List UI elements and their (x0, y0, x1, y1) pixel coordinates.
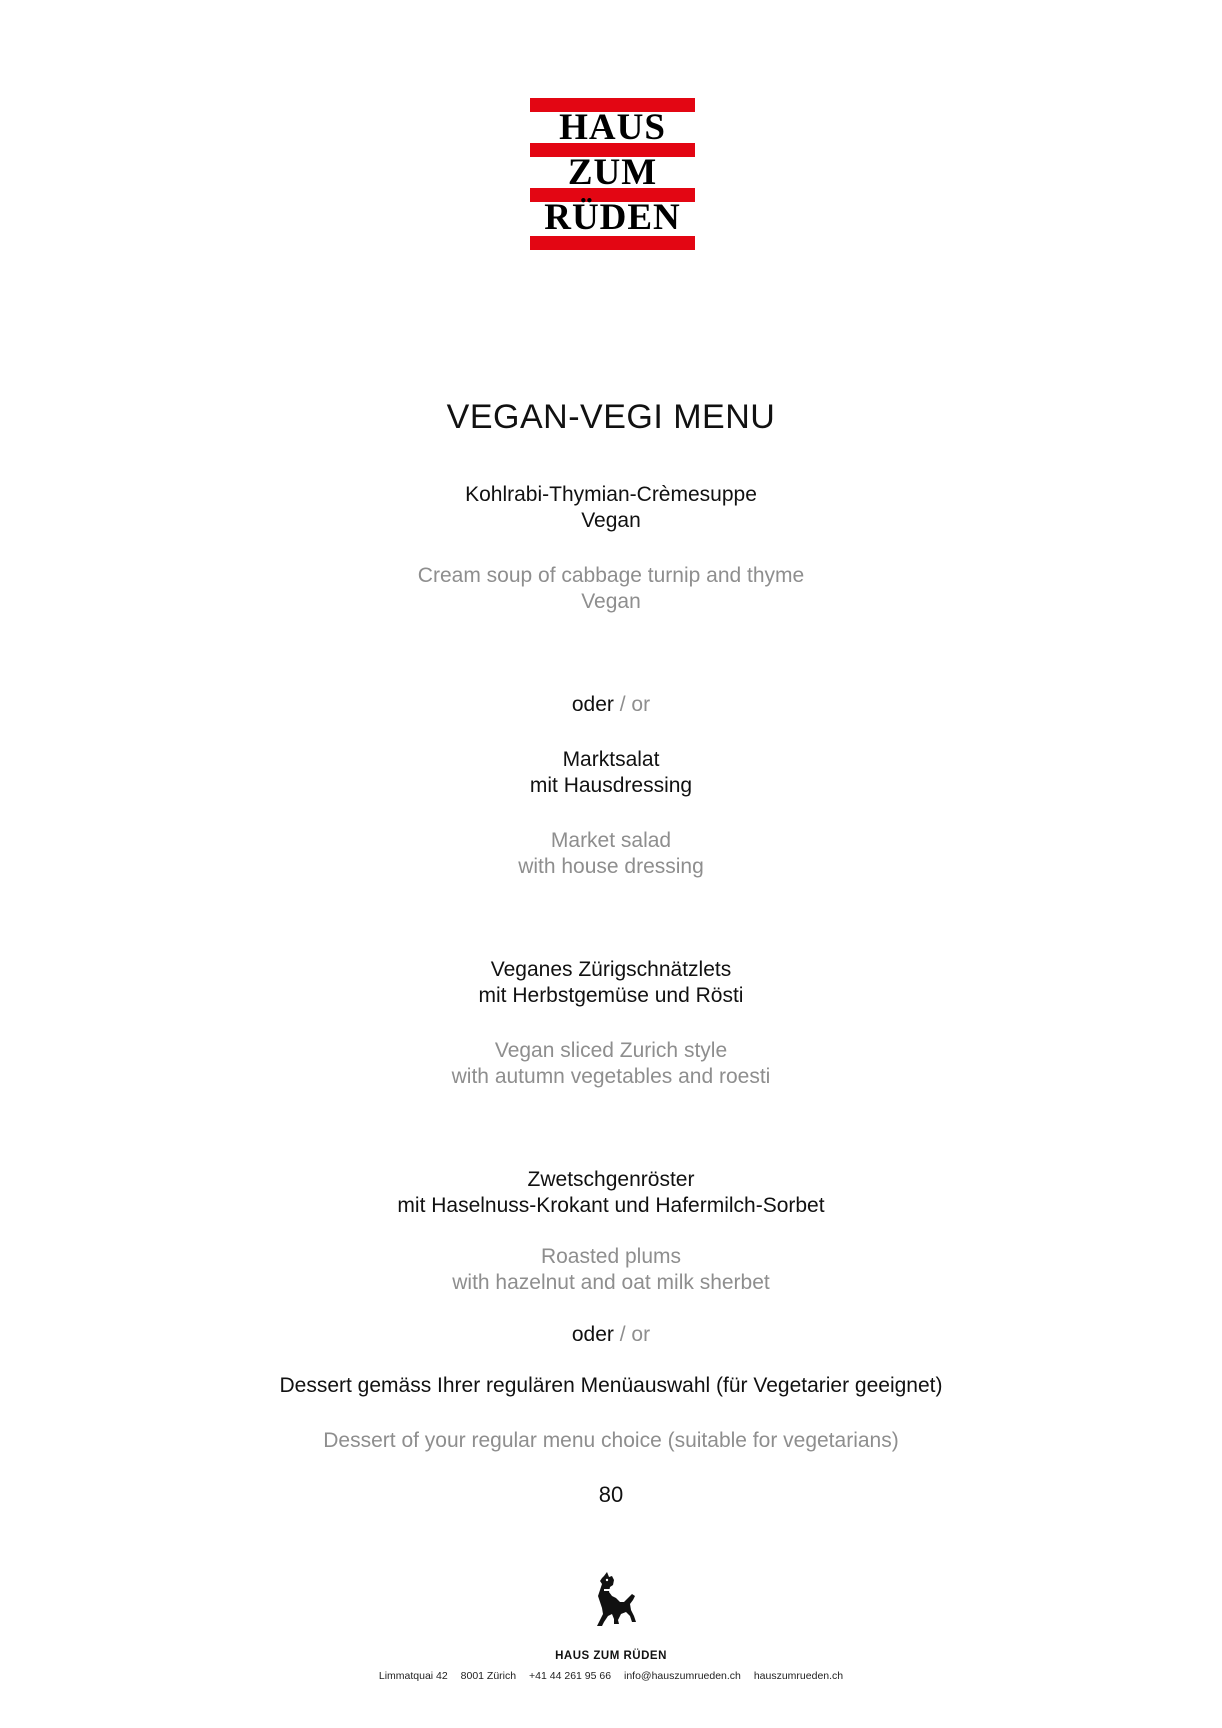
dessert2-english (0, 1428, 1222, 1454)
dish-note: mit Hausdressing (529, 774, 693, 797)
or-english: or (631, 1323, 651, 1346)
or-english: or (631, 693, 651, 716)
main-course-english (0, 1038, 1222, 1090)
starter2-german (0, 747, 1222, 799)
logo-word-zum: ZUM (567, 152, 658, 193)
menu-title: VEGAN-VEGI MENU (446, 398, 776, 436)
dish-name: Dessert of your regular menu choice (suitable for vegetarians) (323, 1429, 899, 1452)
starter1-german (0, 482, 1222, 534)
footer-website[interactable]: hauszumrueden.ch (753, 1670, 844, 1682)
dog-emblem-icon (590, 1572, 640, 1628)
dish-note: Vegan (581, 590, 641, 613)
footer-address: Limmatquai 42 (378, 1670, 448, 1682)
starter1-english (0, 563, 1222, 615)
dessert1-english (0, 1244, 1222, 1296)
dish-name: Dessert gemäss Ihrer regulären Menüauswahl (für Vegetarier geeignet) (279, 1374, 943, 1397)
or-separator (0, 1322, 1222, 1348)
or-german: oder (571, 693, 614, 716)
or-slash: / (619, 693, 632, 716)
logo-stripe (530, 236, 695, 250)
dish-note: with hazelnut and oat milk sherbet (452, 1271, 770, 1294)
starter2-english (0, 828, 1222, 880)
footer-contact (0, 1670, 1222, 1682)
or-slash: / (619, 1323, 632, 1346)
logo-word-haus: HAUS (559, 107, 666, 148)
footer-email[interactable]: info@hauszumrueden.ch (624, 1670, 741, 1682)
logo-word-rueden: RÜDEN (544, 197, 681, 238)
dish-note: mit Haselnuss-Krokant und Hafermilch-Sorbet (397, 1194, 825, 1217)
footer-phone[interactable]: +41 44 261 95 66 (529, 1670, 612, 1682)
haus-zum-rueden-logo (530, 98, 695, 250)
or-separator (0, 692, 1222, 718)
dish-name: Roasted plums (540, 1245, 682, 1268)
dish-name: Marktsalat (562, 748, 660, 771)
dish-name: Veganes Zürigschnätzlets (490, 958, 732, 981)
dish-name: Vegan sliced Zurich style (494, 1039, 728, 1062)
dish-note: with autumn vegetables and roesti (451, 1065, 771, 1088)
dessert2-german (0, 1373, 1222, 1399)
dish-name: Cream soup of cabbage turnip and thyme (417, 564, 805, 587)
menu-price: 80 (598, 1482, 624, 1507)
dessert1-german (0, 1167, 1222, 1219)
footer-city: 8001 Zürich (460, 1670, 517, 1682)
main-course-german (0, 957, 1222, 1009)
dish-note: Vegan (581, 509, 641, 532)
or-german: oder (571, 1323, 614, 1346)
footer-restaurant-name: HAUS ZUM RÜDEN (555, 1650, 667, 1662)
dish-name: Market salad (550, 829, 672, 852)
dish-note: with house dressing (518, 855, 704, 878)
dish-name: Kohlrabi-Thymian-Crèmesuppe (465, 483, 757, 506)
dish-name: Zwetschgenröster (527, 1168, 695, 1191)
dish-note: mit Herbstgemüse und Rösti (478, 984, 744, 1007)
